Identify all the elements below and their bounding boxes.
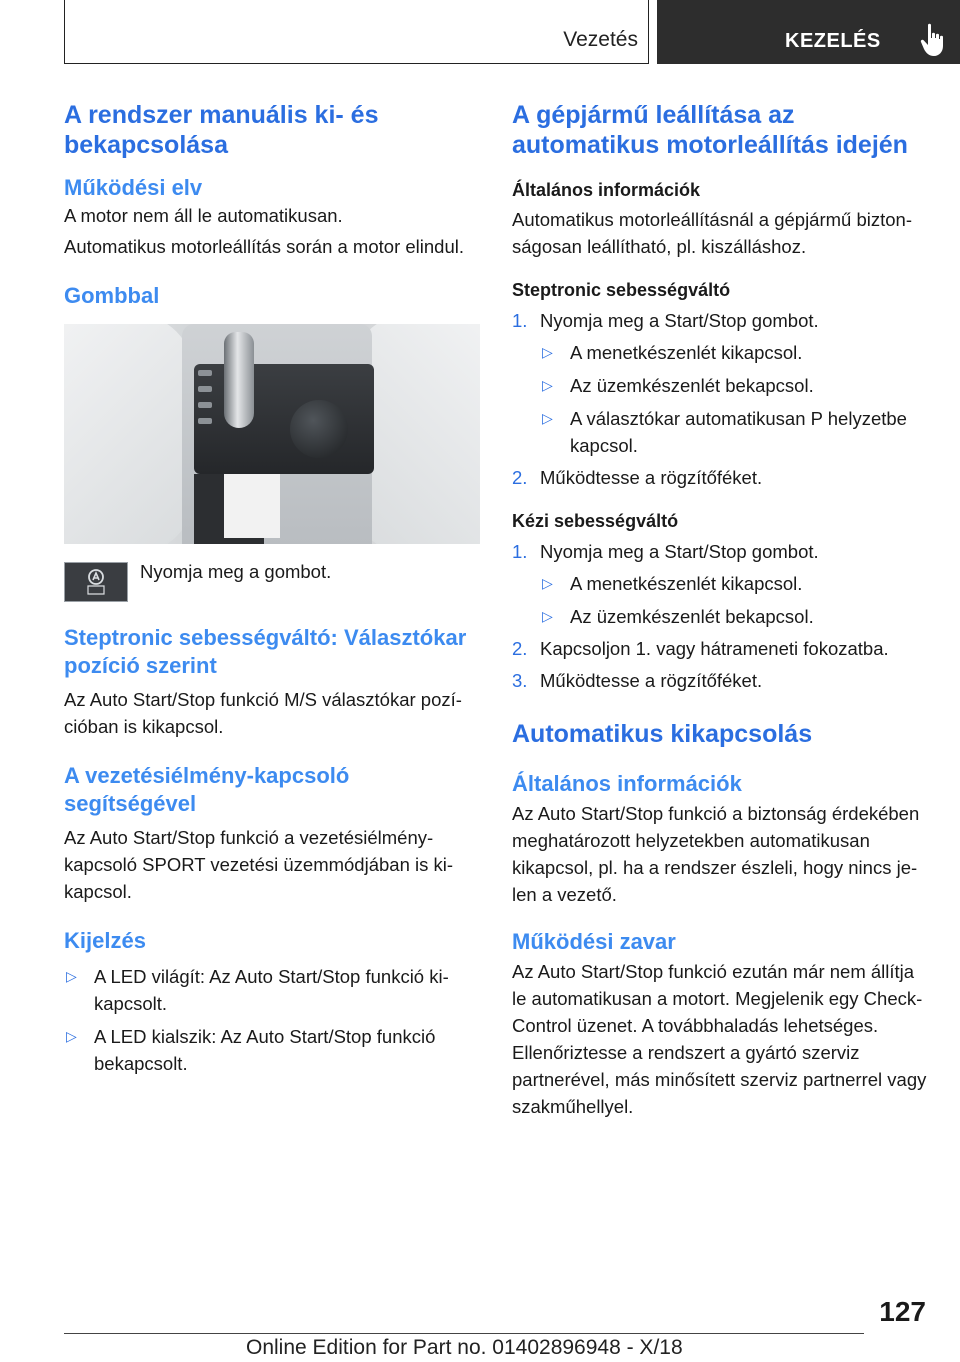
- list-item: [540, 603, 932, 630]
- step-item: [512, 464, 932, 491]
- sub-list: [540, 339, 932, 459]
- triangle-right-icon: ▷: [66, 968, 77, 984]
- triangle-right-icon: ▷: [542, 344, 553, 360]
- heading-driving-experience: A vezetésiélmény-kapcsoló segítségével: [64, 763, 350, 816]
- step-text: Működtesse a rögzítőféket.: [540, 670, 763, 691]
- page-header: [0, 0, 960, 66]
- header-chapter-tab: [657, 0, 960, 64]
- step-number: 2.: [512, 467, 528, 488]
- control-panel: [194, 364, 374, 474]
- heading-steptronic: Steptronic sebességváltó: [512, 280, 731, 300]
- step-item: [512, 635, 932, 662]
- principle-text-1: A motor nem áll le automatikusan.: [64, 205, 343, 226]
- step-item: [512, 538, 932, 630]
- list-item: [540, 405, 932, 459]
- steptronic-steps: [512, 307, 932, 491]
- heading-automatic-off: Automatikus kikapcsolás: [512, 720, 813, 748]
- sub-item-text: A menetkészenlét kikapcsol.: [570, 573, 803, 594]
- triangle-right-icon: ▷: [542, 608, 553, 624]
- triangle-right-icon: ▷: [542, 410, 553, 426]
- left-column: [64, 100, 484, 1077]
- step-number: 3.: [512, 670, 528, 691]
- display-item-text: A LED kialszik: Az Auto Start/Stop funkció bekapcsolt.: [94, 1026, 436, 1074]
- list-item: [540, 570, 932, 597]
- manual-steps: [512, 538, 932, 694]
- idrive-controller: [290, 400, 348, 458]
- step-item: [512, 307, 932, 459]
- heading-button: Gombbal: [64, 283, 160, 308]
- section-title-stopping: A gépjármű leállítása az automatikus motorleállítás idején: [512, 101, 908, 159]
- sub-item-text: A menetkészenlét kikapcsol.: [570, 342, 803, 363]
- step-text: Működtesse a rögzítőféket.: [540, 467, 763, 488]
- sub-item-text: Az üzemkészenlét bekapcsol.: [570, 375, 814, 396]
- triangle-right-icon: ▷: [66, 1028, 77, 1044]
- left-seat: [64, 324, 194, 544]
- section-title-manual: A rendszer manuális ki- és bekapcsolása: [64, 101, 379, 159]
- principle-text-2: Automatikus motorleállítás során a motor elindul.: [64, 236, 464, 257]
- footer-divider: [64, 1333, 864, 1334]
- gear-selector-lever: [224, 332, 254, 428]
- triangle-right-icon: ▷: [542, 377, 553, 393]
- heading-malfunction: Működési zavar: [512, 929, 676, 954]
- display-item-text: A LED világít: Az Auto Start/Stop funkció kikapcsolt.: [94, 966, 449, 1014]
- right-column: [512, 100, 932, 1120]
- heading-general-info: Általános információk: [512, 180, 701, 200]
- heading-manual-gearbox: Kézi sebességváltó: [512, 511, 679, 531]
- auto-general-text: Az Auto Start/Stop funkció a biztonság érdekében meghatározott helyzetekben automatikusan kikapcsol, pl. ha a rendszer észleli, hogy nincs jelen a vezető.: [512, 803, 920, 905]
- sub-list: [540, 570, 932, 630]
- list-item: [64, 1023, 484, 1077]
- malfunction-text: Az Auto Start/Stop funkció ezután már nem állítja le automatikusan a motort. Megjelenik egy Check-Control üzenet. A továbbhaladás lehetséges. Ellenőriztesse a rendszert a gyártó szerviz partnerével, más minősített szerviz partnerrel vagy szakműhellyel.: [512, 961, 927, 1117]
- header-section-label: Vezetés: [563, 28, 638, 51]
- list-item: [540, 372, 932, 399]
- center-console-photo: [64, 324, 480, 544]
- triangle-right-icon: ▷: [542, 575, 553, 591]
- header-section-box: [64, 0, 649, 64]
- pointing-hand-icon: [919, 22, 951, 58]
- wireless-charging-pad: [224, 474, 280, 538]
- console-buttons: [198, 370, 216, 444]
- general-info-text: Automatikus motorleállításnál a gépjármű biztonságosan leállítható, pl. kiszálláshoz.: [512, 209, 913, 257]
- display-list: [64, 963, 484, 1077]
- button-instruction-text: Nyomja meg a gombot.: [140, 561, 332, 582]
- step-item: [512, 667, 932, 694]
- step-number: 1.: [512, 310, 528, 331]
- heading-principle: Működési elv: [64, 175, 203, 200]
- step-number: 1.: [512, 541, 528, 562]
- list-item: [540, 339, 932, 366]
- auto-start-stop-glyph: [81, 567, 111, 597]
- sub-item-text: A választókar automatikusan P helyzetbe kapcsol.: [570, 408, 907, 456]
- step-number: 2.: [512, 638, 528, 659]
- heading-steptronic-selector: Steptronic sebességváltó: Választókar pozíció szerint: [64, 625, 467, 678]
- button-instruction: [64, 562, 484, 602]
- footer-edition: Online Edition for Part no. 01402896948 - X/18: [246, 1336, 683, 1359]
- page-number: 127: [879, 1296, 926, 1327]
- heading-display: Kijelzés: [64, 928, 146, 953]
- step-text: Nyomja meg a Start/Stop gombot.: [540, 310, 819, 331]
- heading-auto-general: Általános információk: [512, 771, 742, 796]
- auto-start-stop-off-icon: [64, 562, 128, 602]
- list-item: [64, 963, 484, 1017]
- header-chapter-label: KEZELÉS: [785, 30, 881, 52]
- driving-experience-text: Az Auto Start/Stop funkció a vezetésiélménykapcsoló SPORT vezetési üzemmódjában is kikapcsol.: [64, 827, 454, 902]
- step-text: Nyomja meg a Start/Stop gombot.: [540, 541, 819, 562]
- step-text: Kapcsoljon 1. vagy hátrameneti fokozatba.: [540, 638, 889, 659]
- steptronic-selector-text: Az Auto Start/Stop funkció M/S választókar pozícióban is kikapcsol.: [64, 689, 462, 737]
- sub-item-text: Az üzemkészenlét bekapcsol.: [570, 606, 814, 627]
